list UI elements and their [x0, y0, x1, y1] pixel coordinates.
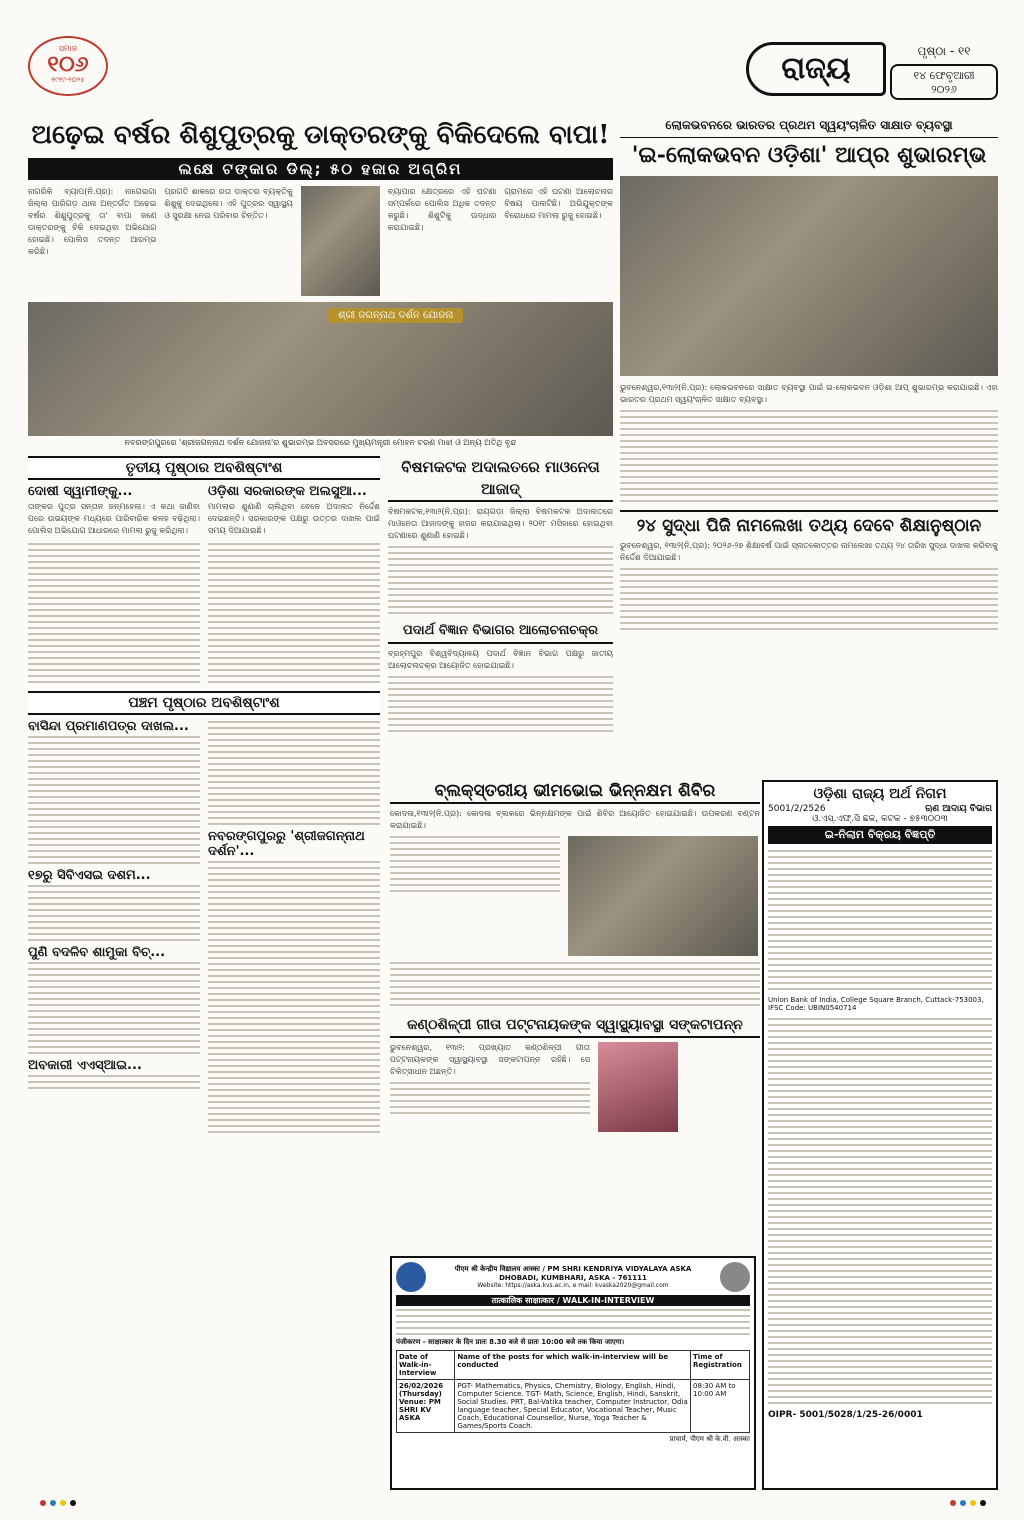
text-filler — [208, 861, 380, 1133]
kv-school-name: पीएम श्री केन्द्रीय विद्यालय आस्का / PM SHRI KENDRIYA VIDYALAYA ASKA — [454, 1265, 692, 1273]
registration-dot — [970, 1500, 976, 1506]
physics-seminar-headline: ପଦାର୍ଥ ବିଜ୍ଞାନ ବିଭାଗର ଆଲୋଚନାଚକ୍ର — [388, 620, 613, 644]
logo-years: ୧୯୧୯-୨୦୨୫ — [51, 76, 85, 84]
middle-lower-stories — [390, 780, 760, 1132]
gita-pattanaik-body: ଭୁବନେଶ୍ୱର, ୧୩ା୨: ପ୍ରଖ୍ୟାତ କଣ୍ଠଶିଳ୍ପୀ ଗୀତା ପଟ୍ଟନାୟକଙ୍କ ସ୍ୱାସ୍ଥ୍ୟାବସ୍ଥା ସଙ୍କଟାପନ୍ନ ରହିଛି। ସେ ଚିକିତ୍ସାଧୀନ ଅଛନ୍ତି। — [390, 1043, 590, 1076]
text-filler — [620, 568, 998, 630]
newspaper-logo — [28, 36, 108, 96]
registration-dot — [40, 1500, 46, 1506]
pm-shri-logo-icon — [720, 1262, 750, 1292]
text-filler — [28, 736, 200, 864]
text-filler — [28, 1075, 200, 1089]
text-filler — [388, 546, 613, 614]
interview-venue: Venue: PM SHRI KV ASKA — [399, 1398, 441, 1422]
kv-signatory: प्राचार्य, पीएम श्री के.वी. आस्का — [669, 1435, 750, 1443]
subhead-cbse: ୧୭ରୁ ସିବିଏସଇ ଦଶମ... — [28, 868, 151, 883]
osfc-tender-ad — [762, 780, 998, 1490]
gita-pattanaik-photo — [598, 1042, 678, 1132]
ad-ref-number: 5001/2/2526 — [768, 804, 826, 814]
registration-dot — [60, 1500, 66, 1506]
remainder-banner-3: ତୃତୀୟ ପୃଷ୍ଠାର ଅବଶିଷ୍ଟାଂଶ — [28, 456, 380, 480]
text-filler — [768, 1018, 992, 1404]
ad-footer-code: OIPR- 5001/5028/1/25-26/0001 — [768, 1410, 923, 1420]
text-filler — [28, 885, 200, 941]
lokbhavan-kicker: ଲୋକଭବନରେ ଭାରତର ପ୍ରଥମ ସ୍ୱୟଂଚାଳିତ ସାକ୍ଷାତ ବ୍ୟବସ୍ଥା — [620, 112, 998, 138]
story1-col1: ନାଗରିକି ବ୍ୟାପ(ନି.ପ୍ର): ନାଗେଇଗା ଜିଲ୍ଲା ପାରିଗଡ଼ ଥାନା ଅନ୍ତର୍ଗତ ଅଢ଼େଇ ବର୍ଷର ଶିଶୁପୁତ୍ରକୁ ତା' ବାପା ଜଣେ ଡାକ୍ତରଙ୍କୁ ବିକି ଦେଇଥିବା ଅଭିଯୋଗ ହୋଇଛି। ପୋଲିସ ତଦନ୍ତ ଆରମ୍ଭ କରିଛି। — [28, 187, 157, 256]
text-filler — [208, 543, 380, 683]
lokbhavan-body: ଭୁବନେଶ୍ୱର,୧୩ା୨(ନି.ପ୍ର): ଲୋକଭବନରେ ସାକ୍ଷାତ ବ୍ୟବସ୍ଥା ପାଇଁ ଇ-ଲୋକଭବନ ଓଡ଼ିଶା ଆପ୍ ଶୁଭାରମ୍ଭ କରାଯାଇଛି। ଏହା ଭାରତର ପ୍ରଥମ ସ୍ୱୟଂଚାଳିତ ସାକ୍ଷାତ ବ୍ୟବସ୍ଥା। — [620, 383, 998, 404]
ad-org-name: ଓଡ଼ିଶା ରାଜ୍ୟ ଅର୍ଥ ନିଗମ — [813, 786, 947, 802]
registration-time: 08:30 AM to 10:00 AM — [691, 1380, 750, 1433]
issue-date-year: ୨୦୨୬ — [931, 83, 957, 96]
bhimbhoi-camp-photo — [568, 836, 758, 956]
text-filler — [768, 850, 992, 990]
story1-headline: ଅଢ଼େଇ ବର୍ଷର ଶିଶୁପୁତ୍ରକୁ ଡାକ୍ତରଙ୍କୁ ବିକିଦେଲେ ବାପା! — [31, 120, 610, 150]
text-filler — [28, 962, 200, 1054]
registration-dot — [960, 1500, 966, 1506]
kv-logo-icon — [396, 1262, 426, 1292]
section-header — [746, 40, 998, 102]
text-filler — [390, 836, 560, 956]
text-filler — [28, 543, 200, 683]
interview-posts: PGT- Mathematics, Physics, Chemistry, Biology, English, Hindi, Computer Science. TGT- Math, Science, English, Hindi, Sanskrit, Social Studies. PRT, Bal-Vatika teacher, Computer Instructor, Odia language teacher, Special Educator, Vocational Teacher, Music Coach, Educational Counsellor, Nurse, Yoga Teacher & Games/Sports Coach. — [455, 1380, 691, 1433]
remainder-column — [28, 456, 380, 1133]
pg-enrolment-headline: ୨୪ ସୁଦ୍ଧା ପିଜି ନାମଲେଖା ତଥ୍ୟ ଦେବେ ଶିକ୍ଷାନୁଷ୍ଠାନ — [620, 510, 998, 536]
kv-walkin-ad — [390, 1256, 756, 1490]
logo-anniversary-number: ୧୦୬ — [47, 52, 89, 77]
gita-pattanaik-headline: କଣ୍ଠଶିଳ୍ପୀ ଗୀତା ପଟ୍ଟନାୟକଙ୍କ ସ୍ୱାସ୍ଥ୍ୟାବସ୍ଥା ସଙ୍କଟାପନ୍ନ — [390, 1014, 760, 1038]
right-column — [620, 112, 998, 630]
registration-dot — [980, 1500, 986, 1506]
azad-body: ବିଷମକଟକ,୧୩ା୨(ନି.ପ୍ର): ରାୟଗଡ଼ା ଜିଲ୍ଲା ବିଷମକଟକ ଅଦାଲତରେ ମାଓନେତା ଆଜାଦଙ୍କୁ ହାଜର କରାଯାଇଥିଲା। ୨୦୧୮ ମସିହାରେ ହୋଇଥିବା ଘଟଣାରେ ଶୁଣାଣି ହୋଇଛି। — [388, 507, 613, 540]
ad-address: ଓ.ଏସ୍.ଏଫ୍.ସି ଛକ, କଟକ - ୭୫୩୦୦୩ — [812, 814, 948, 824]
bhimbhoi-camp-headline: ବ୍ଲକ୍‌ସ୍ତରୀୟ ଭୀମଭୋଇ ଭିନ୍ନକ୍ଷମ ଶିବିର — [390, 780, 760, 804]
lokbhavan-headline: 'ଇ-ଲୋକଭବନ ଓଡ଼ିଶା' ଆପ୍‌ର ଶୁଭାରମ୍ଭ — [631, 142, 987, 168]
story1-banner: ଲକ୍ଷେ ଟଙ୍କାର ଡିଲ୍; ୫୦ ହଜାର ଅଗ୍ରିମ — [28, 158, 613, 180]
text-filler — [620, 410, 998, 502]
text-filler — [390, 1082, 590, 1114]
registration-dot — [50, 1500, 56, 1506]
table-header: Name of the posts for which walk-in-interview will be conducted — [455, 1351, 691, 1380]
pg-enrolment-body: ଭୁବନେଶ୍ୱର, ୧୩ା୨(ନି.ପ୍ର): ୨୦୨୬-୨୭ ଶିକ୍ଷାବର୍ଷ ପାଇଁ ସ୍ନାତକୋତ୍ତର ନାମଲେଖା ତଥ୍ୟ ୨୪ ତାରିଖ ସୁଦ୍ଧା ଦାଖଲ କରିବାକୁ ନିର୍ଦ୍ଦେଶ ଦିଆଯାଇଛି। — [620, 541, 998, 562]
page-masthead — [28, 36, 998, 108]
issue-date — [890, 64, 998, 100]
body-odisha-sarakar: ମାମଲାର ଶୁଣାଣି ଚାଲିଥିବା ବେଳେ ଅଦାଲତ ନିର୍ଦ୍ଦେଶ ଦେଇଛନ୍ତି। ସରକାରଙ୍କ ପକ୍ଷରୁ ଉତ୍ତର ଦାଖଲ ପାଇଁ ସମୟ ଦିଆଯାଇଛି। — [208, 502, 380, 535]
section-name: ରାଜ୍ୟ — [746, 42, 886, 96]
table-header: Time of Registration — [691, 1351, 750, 1380]
text-filler — [390, 962, 760, 1006]
body-dosi-swami: ତାଙ୍କର ପୁତ୍ର ସନ୍ତାନ ଜନ୍ମହେଲା। ଏ କଥା ଜାଣିବା ପରେ ଉଭୟଙ୍କ ମଧ୍ୟରେ ପାରିବାରିକ କଳହ ବଢ଼ିଥିଲା। ପୋଲିସ ଅଭିଯୋଗ ଆଧାରରେ ମାମଲା ରୁଜୁ କରିଥିଲା। — [28, 502, 200, 535]
text-filler — [388, 676, 613, 732]
azad-headline: ବିଷମକଟକ ଅଦାଲତରେ ମାଓନେତା ଆଜାଦ୍ — [388, 456, 613, 502]
registration-dot — [950, 1500, 956, 1506]
bhimbhoi-camp-body: କୋଦଳା,୧୩ା୨(ନି.ପ୍ର): କୋଦଳା ବ୍ଲକରେ ଭିନ୍ନକ୍ଷମଙ୍କ ପାଇଁ ଶିବିର ଆୟୋଜିତ ହୋଇଯାଇଛି। ଉପକରଣ ବଣ୍ଟନ କରାଯାଇଛି। — [390, 809, 760, 830]
issue-date-day: ୧୪ ଫେବୃଆରୀ — [913, 69, 975, 82]
subhead-samuka-beach: ପୁଣି ବଦଳିବ ଶାମୁକା ବିଚ୍... — [28, 945, 166, 960]
subhead-basinda: ବାସିନ୍ଦା ପ୍ରମାଣପତ୍ର ଦାଖଲ... — [28, 719, 189, 734]
kv-address: DHOBADI, KUMBHARI, ASKA - 761111 — [499, 1274, 647, 1282]
text-filler — [396, 1309, 750, 1335]
page-number: ପୃଷ୍ଠା - ୧୧ — [917, 44, 971, 58]
ad-bank-details: Union Bank of India, College Square Branch, Cuttack-753003, IFSC Code: UBIN0540714 — [768, 996, 984, 1012]
remainder-banner-5: ପଞ୍ଚମ ପୃଷ୍ଠାର ଅବଶିଷ୍ଟାଂଶ — [28, 691, 380, 715]
photo-banner: ଶ୍ରୀ ଜଗନ୍ନାଥ ଦର୍ଶନ ଯୋଜନା — [328, 308, 463, 323]
ad-dept: ଋଣ ଆଦାୟ ବିଭାଗ — [925, 804, 992, 814]
subhead-jagannath-darshan: ନବରଙ୍ଗପୁରରୁ 'ଶ୍ରୀଜଗନ୍ନାଥ ଦର୍ଶନ'... — [208, 829, 365, 859]
story1-photo-small — [301, 186, 380, 296]
subhead-dosi-swami: ଦୋଷୀ ସ୍ୱାମୀଙ୍କୁ... — [28, 484, 133, 499]
kv-website: Website: https://aska.kvs.ac.in, e mail: kvaska2020@gmail.com — [477, 1282, 669, 1289]
story1-col4: ବ୍ୟାପାର କ୍ଷେତ୍ରରେ ଏହି ଘଟଣା ସମ୍ପର୍କରେ ପୋଲିସ ଅଧିକ ତଦନ୍ତ କରୁଛି। ଶିଶୁଟିକୁ ଉଦ୍ଧାର କରାଯାଇଛି। — [387, 187, 497, 232]
story1-col2: ପ୍ରଗତି ଶାକରେ ରତା ଡାକ୍ତର ବ୍ୟକ୍ତିକୁ ଶିଶୁକୁ ଦେଇଥିଲେ। ଏହି ପୁତ୍ରର ସ୍ୱାସ୍ଥ୍ୟ ଓ ସୁରକ୍ଷା ନେଇ ପରିବାର ଚିନ୍ତିତ। — [164, 187, 293, 220]
kv-registration-note: पंजीकरण - साक्षात्कार के दिन प्रातः 8.30 बजे से प्रातः 10:00 बजे तक किया जाएगा। — [396, 1338, 625, 1346]
story1-main-photo — [28, 302, 613, 436]
physics-seminar-body: ବ୍ରହ୍ମପୁର ବିଶ୍ୱବିଦ୍ୟାଳୟ ପଦାର୍ଥ ବିଜ୍ଞାନ ବିଭାଗ ପକ୍ଷରୁ ଜାତୀୟ ଆଲୋଚନାଚକ୍ର ଆୟୋଜିତ ହୋଇଯାଇଛି। — [388, 649, 613, 670]
story1-body — [28, 186, 613, 298]
story1-photo-caption: ନବରଙ୍ଗପୁରରେ 'ଶ୍ରୀଜଗନ୍ନାଥ ଦର୍ଶନ ଯୋଜନା'ର ଶୁଭାରମ୍ଭ ଅବସରରେ ମୁଖ୍ୟମନ୍ତ୍ରୀ ମୋହନ ଚରଣ ମାଝୀ ଓ ଅନ୍ୟ ଅତିଥି ବୃନ୍ଦ — [124, 438, 517, 447]
logo-title: ସମାଜ — [58, 44, 78, 53]
kv-interview-table — [396, 1350, 750, 1433]
kv-walkin-title: तात्कालिक साक्षात्कार / WALK-IN-INTERVIEW — [396, 1295, 750, 1306]
subhead-abakari: ଅବକାରୀ ଏଏସ୍‌ଆଇ... — [28, 1058, 142, 1073]
registration-dot — [70, 1500, 76, 1506]
interview-date: 26/02/2026 (Thursday) — [399, 1382, 444, 1398]
ad-title-banner: ଇ-ନିଲାମ ବିକ୍ରୟ ବିଜ୍ଞପ୍ତି — [768, 826, 992, 844]
subhead-odisha-sarakar: ଓଡ଼ିଶା ସରକାରଙ୍କ ଅଲସୁଆ... — [208, 484, 367, 499]
lokbhavan-photo — [620, 176, 998, 376]
text-filler — [208, 721, 380, 825]
story1-col5: ଗ୍ରାମରେ ଏହି ଘଟଣା ଆଲୋଚନାର ବିଷୟ ପାଲଟିଛି। ଅଭିଯୁକ୍ତଙ୍କ ବିରୋଧରେ ମାମଲା ରୁଜୁ ହୋଇଛି। — [504, 187, 613, 220]
table-header: Date of Walk-in-Interview — [397, 1351, 455, 1380]
